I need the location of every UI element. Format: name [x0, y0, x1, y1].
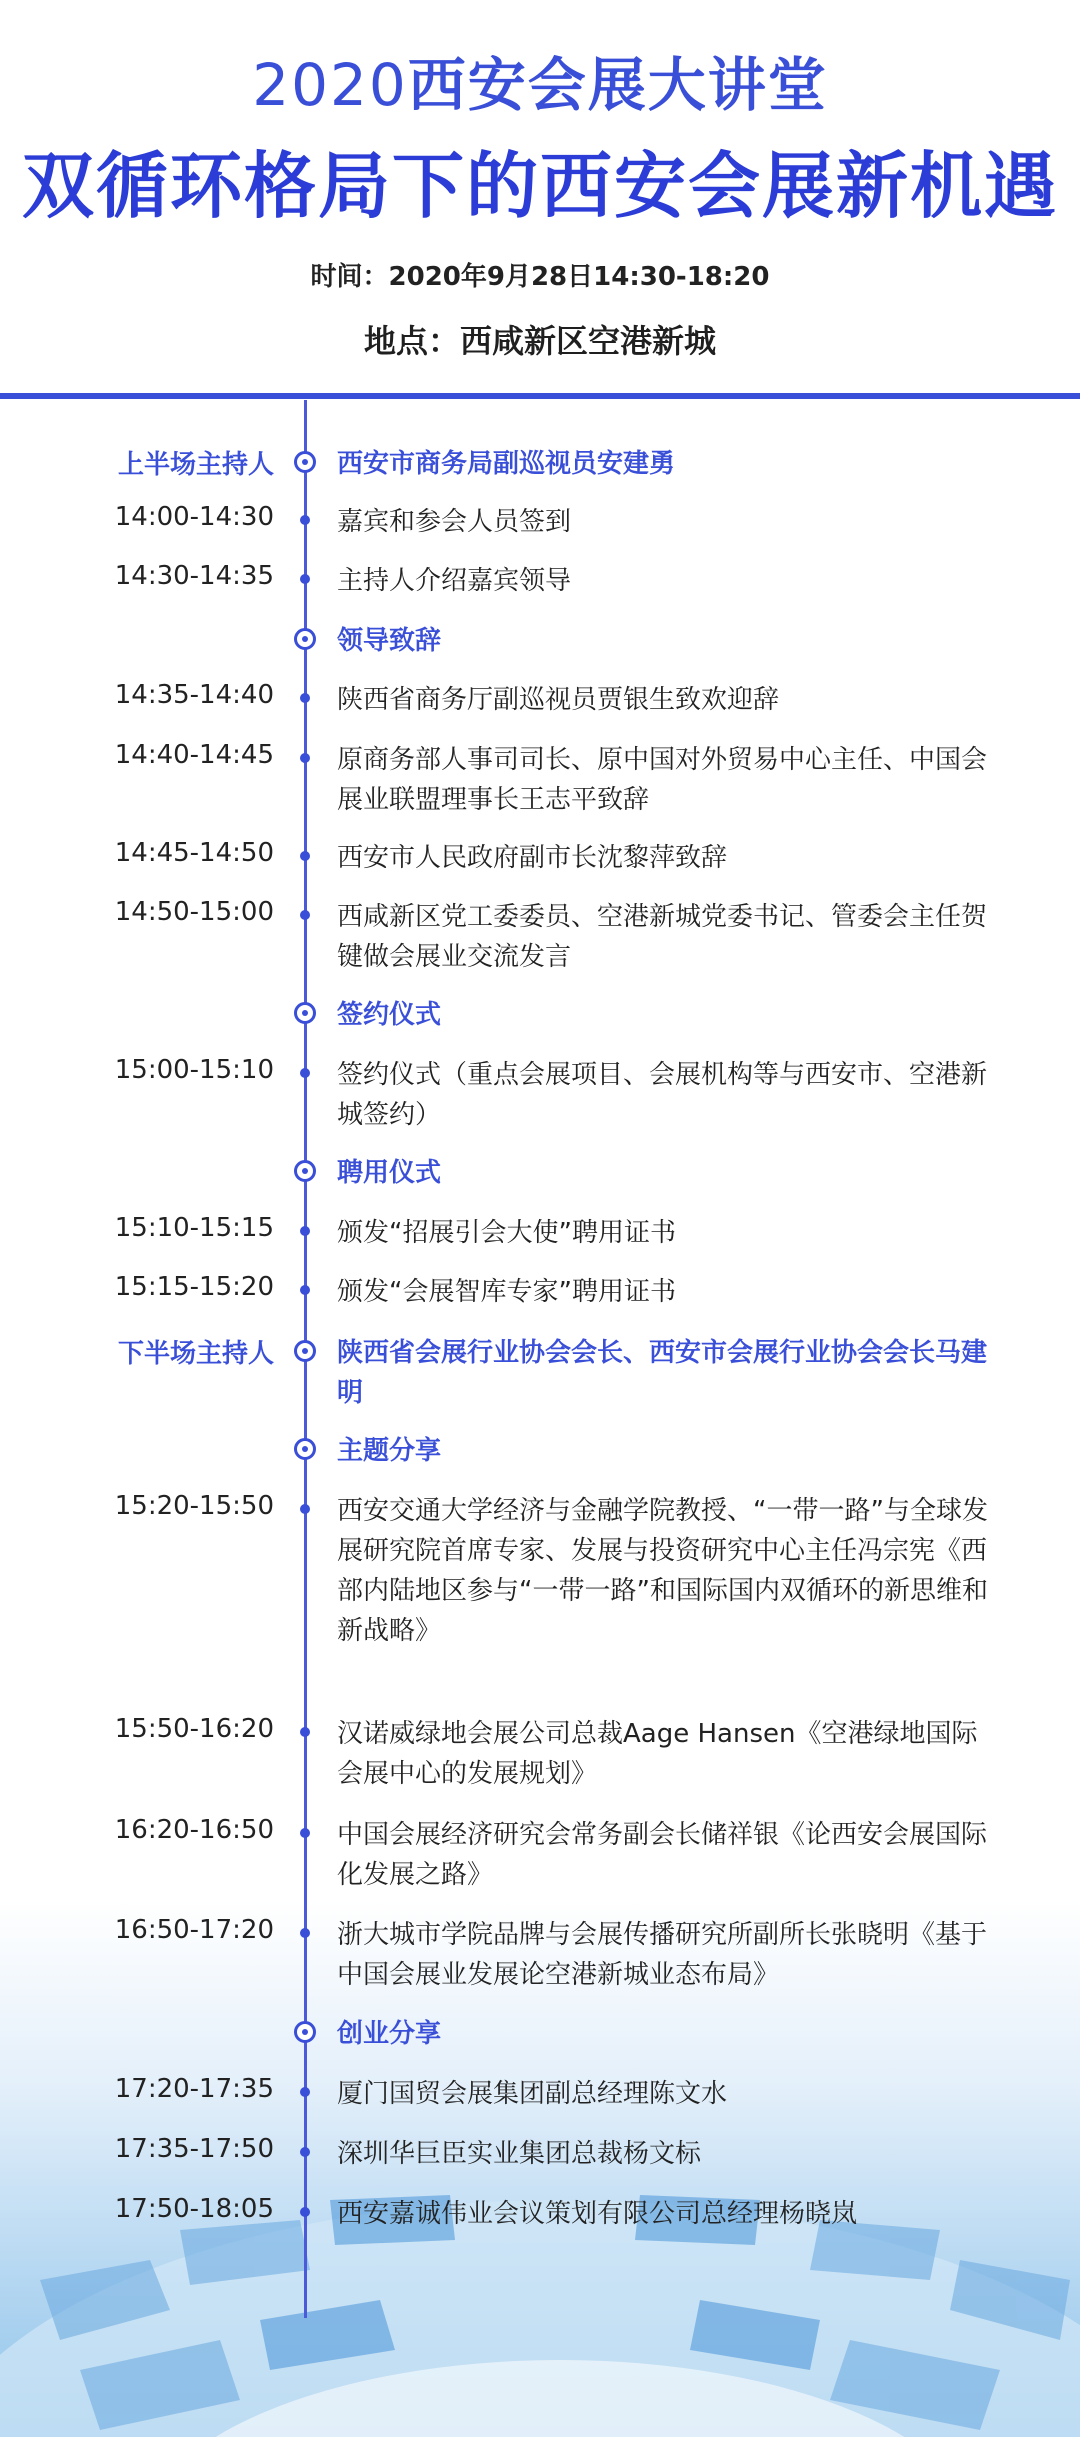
timeline-dot-icon	[300, 851, 310, 861]
row-desc: 西安市商务局副巡视员安建勇	[337, 449, 676, 479]
row-desc: 主持人介绍嘉宾领导	[337, 566, 572, 596]
row-desc: 颁发“招展引会大使”聘用证书	[337, 1218, 676, 1248]
timeline-dot-icon	[300, 1828, 310, 1838]
row-time: 14:30-14:35	[114, 561, 274, 591]
row-desc: 中国会展经济研究会常务副会长储祥银《论西安会展国际化发展之路》	[337, 1820, 988, 1890]
timeline-dot-icon	[300, 1068, 310, 1078]
row-desc: 原商务部人事司司长、原中国对外贸易中心主任、中国会展业联盟理事长王志平致辞	[337, 745, 988, 815]
row-desc: 浙大城市学院品牌与会展传播研究所副所长张晓明《基于中国会展业发展论空港新城业态布局》	[337, 1920, 988, 1990]
timeline-dot-icon	[300, 2147, 310, 2157]
section-marker-icon	[294, 1340, 316, 1362]
section-marker-icon	[294, 451, 316, 473]
page-header	[0, 0, 1080, 395]
row-time: 16:20-16:50	[114, 1815, 274, 1845]
row-time: 15:15-15:20	[114, 1272, 274, 1302]
series-title	[0, 38, 1080, 122]
timeline-dot-icon	[300, 515, 310, 525]
timeline-dot-icon	[300, 574, 310, 584]
row-desc: 汉诺威绿地会展公司总裁Aage Hansen《空港绿地国际会展中心的发展规划》	[337, 1719, 978, 1789]
section-title: 聘用仪式	[337, 1158, 442, 1188]
timeline-dot-icon	[300, 1928, 310, 1938]
row-desc: 深圳华巨臣实业集团总裁杨文标	[337, 2139, 702, 2169]
row-time: 14:00-14:30	[114, 502, 274, 532]
section-marker-icon	[294, 1002, 316, 1024]
row-desc: 陕西省会展行业协会会长、西安市会展行业协会会长马建明	[337, 1338, 988, 1408]
row-desc: 西咸新区党工委委员、空港新城党委书记、管委会主任贺键做会展业交流发言	[337, 902, 988, 972]
row-desc: 西安市人民政府副市长沈黎萍致辞	[337, 843, 728, 873]
section-title: 主题分享	[337, 1436, 442, 1466]
timeline-dot-icon	[300, 753, 310, 763]
row-time: 15:20-15:50	[114, 1491, 274, 1521]
timeline-dot-icon	[300, 1727, 310, 1737]
row-time: 14:35-14:40	[114, 680, 274, 710]
row-time: 15:10-15:15	[114, 1213, 274, 1243]
row-time: 14:45-14:50	[114, 838, 274, 868]
row-time: 下半场主持人	[117, 1339, 274, 1369]
row-time: 17:20-17:35	[114, 2074, 274, 2104]
timeline-dot-icon	[300, 1226, 310, 1236]
section-title: 领导致辞	[337, 626, 442, 656]
year: 2020	[252, 51, 408, 119]
section-marker-icon	[294, 1160, 316, 1182]
timeline-dot-icon	[300, 1504, 310, 1514]
row-time: 16:50-17:20	[114, 1915, 274, 1945]
row-desc: 嘉宾和参会人员签到	[337, 507, 572, 537]
section-marker-icon	[294, 1438, 316, 1460]
row-time: 14:40-14:45	[114, 740, 274, 770]
row-desc: 颁发“会展智库专家”聘用证书	[337, 1277, 676, 1307]
series-name: 西安会展大讲堂	[407, 51, 828, 119]
section-marker-icon	[294, 2021, 316, 2043]
row-time: 15:00-15:10	[114, 1055, 274, 1085]
row-desc: 西安嘉诚伟业会议策划有限公司总经理杨晓岚	[337, 2199, 858, 2229]
row-desc: 西安交通大学经济与金融学院教授、“一带一路”与全球发展研究院首席专家、发展与投资研究中心主任冯宗宪《西部内陆地区参与“一带一路”和国际国内双循环的新思维和新战略》	[337, 1496, 988, 1646]
main-title: 双循环格局下的西安会展新机遇	[21, 144, 1058, 228]
row-time: 14:50-15:00	[114, 897, 274, 927]
timeline-dot-icon	[300, 2207, 310, 2217]
header-divider	[0, 393, 1080, 399]
section-title: 创业分享	[337, 2019, 442, 2049]
row-time: 上半场主持人	[117, 450, 274, 480]
row-desc: 签约仪式（重点会展项目、会展机构等与西安市、空港新城签约）	[337, 1060, 988, 1130]
event-place: 地点：西咸新区空港新城	[363, 322, 716, 360]
section-title: 签约仪式	[337, 1000, 442, 1030]
row-desc: 陕西省商务厅副巡视员贾银生致欢迎辞	[337, 685, 780, 715]
section-marker-icon	[294, 628, 316, 650]
row-time: 15:50-16:20	[114, 1714, 274, 1744]
timeline-dot-icon	[300, 2087, 310, 2097]
timeline-dot-icon	[300, 910, 310, 920]
row-time: 17:50-18:05	[114, 2194, 274, 2224]
row-time: 17:35-17:50	[114, 2134, 274, 2164]
event-time: 时间：2020年9月28日14:30-18:20	[310, 262, 770, 292]
timeline-dot-icon	[300, 693, 310, 703]
row-desc: 厦门国贸会展集团副总经理陈文水	[337, 2079, 728, 2109]
timeline-dot-icon	[300, 1285, 310, 1295]
